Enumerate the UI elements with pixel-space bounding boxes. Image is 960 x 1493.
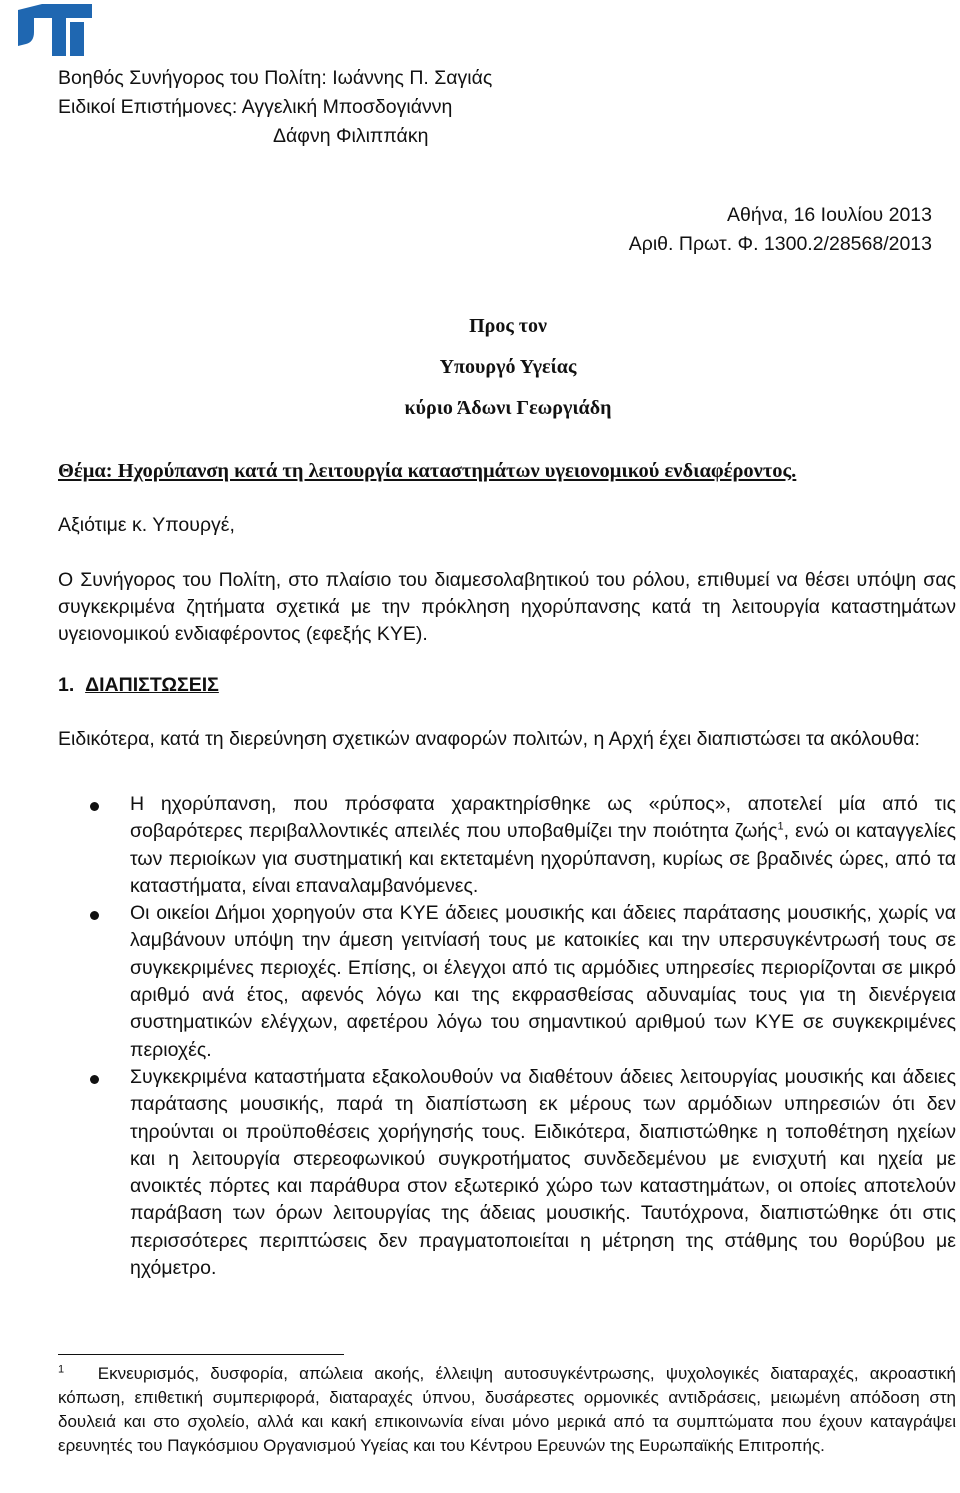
section-title: ΔΙΑΠΙΣΤΩΣΕΙΣ bbox=[85, 674, 219, 696]
findings-intro: Ειδικότερα, κατά τη διερεύνηση σχετικών αναφορών πολιτών, η Αρχή έχει διαπιστώσει τα ακόλουθα: bbox=[58, 728, 920, 750]
bullet-text-cont: , ενώ οι καταγγελίες των περιοίκων για συστηματική και εκτεταμένη ηχορύπανση, κυρίως σε βραδινές ώρες, από τα καταστήματα, είναι επαναλαμβανόμενες. bbox=[130, 820, 956, 897]
sender-specialist-2: Δάφνη Φιλιππάκη bbox=[273, 125, 429, 147]
protocol-number: Αριθ. Πρωτ. Φ. 1300.2/28568/2013 bbox=[628, 233, 932, 255]
bullet-text: Η ηχορύπανση, που πρόσφατα χαρακτηρίσθηκε ως «ρύπος», αποτελεί μία από τις σοβαρότερες περιβαλλοντικές απειλές που υποβαθμίζει την ποιότητα ζωής bbox=[130, 793, 956, 843]
greeting: Αξιότιμε κ. Υπουργέ, bbox=[58, 514, 235, 536]
sender-specialists: Ειδικοί Επιστήμονες: Αγγελική Μποσδογιάννη bbox=[58, 96, 453, 118]
footnote-text: Εκνευρισμός, δυσφορία, απώλεια ακοής, έλλειψη αυτοσυγκέντρωσης, ψυχολογικές διαταραχές, ακροαστική κόπωση, επιθετική συμπεριφορά, διαταραχές ύπνου, δυσάρεστες ορμονικές αντιδράσεις, μειωμένη απόδοση στη δουλειά και στο σχολείο, αλλά και κακή επικοινωνία είναι μόνο μερικά από τα συμπτώματα που έχουν καταγράψει ερευνητές του Παγκόσμιου Οργανισμού Υγείας και του Κέντρου Ερευνών της Ευρωπαϊκής Επιτροπής. bbox=[58, 1364, 956, 1455]
list-item bbox=[58, 1064, 956, 1282]
ombudsman-logo-icon bbox=[4, 2, 92, 58]
footnote bbox=[58, 1362, 956, 1458]
list-item bbox=[58, 900, 956, 1064]
recipient-title: Υπουργό Υγείας bbox=[439, 356, 577, 378]
footnote-ref: 1 bbox=[777, 820, 784, 833]
intro-paragraph: Ο Συνήγορος του Πολίτη, στο πλαίσιο του διαμεσολαβητικού του ρόλου, επιθυμεί να θέσει υπόψη σας συγκεκριμένα ζητήματα σχετικά με την πρόκληση ηχορύπανσης κατά τη λειτουργία καταστημάτων υγειονομικού ενδιαφέροντος (εφεξής ΚΥΕ). bbox=[58, 569, 956, 645]
footnote-divider bbox=[58, 1354, 344, 1355]
letter-meta bbox=[629, 201, 932, 259]
sender-block bbox=[58, 64, 492, 151]
section-heading bbox=[58, 674, 219, 697]
bullet-icon bbox=[90, 911, 99, 920]
recipient-block bbox=[0, 306, 960, 429]
recipient-name: κύριο Άδωνι Γεωργιάδη bbox=[404, 397, 612, 419]
section-number: 1. bbox=[58, 674, 75, 696]
bullet-text: Οι οικείοι Δήμοι χορηγούν στα ΚΥΕ άδειες μουσικής και άδειες παράτασης μουσικής, χωρίς να λαμβάνουν υπόψη την άμεση γειτνίασή τους με κατοικίες και την υπερσυγκέντρωσή τους σε συγκεκριμένες περιοχές. Επίσης, οι έλεγχοι από τις αρμόδιες υπηρεσίες περιορίζονται σε μικρό αριθμό ανά έτος, αφενός λόγω και της εκφρασθείσας αδυναμίας τους για τη διενέργεια συστηματικών ελέγχων, αφετέρου λόγω του σημαντικού αριθμού των ΚΥΕ σε συγκεκριμένες περιοχές. bbox=[130, 902, 956, 1061]
footnote-number: 1 bbox=[58, 1363, 65, 1376]
recipient-to: Προς τον bbox=[469, 315, 547, 337]
list-item bbox=[58, 791, 956, 900]
findings-list bbox=[58, 791, 956, 1282]
bullet-icon bbox=[90, 1075, 99, 1084]
sender-assistant-ombudsman: Βοηθός Συνήγορος του Πολίτη: Ιωάννης Π. Σαγιάς bbox=[58, 67, 493, 89]
bullet-text: Συγκεκριμένα καταστήματα εξακολουθούν να διαθέτουν άδειες λειτουργίας μουσικής και άδειες παράτασης μουσικής, παρά τη διαπίστωση εκ μέρους των αρμόδιων υπηρεσιών ότι δεν τηρούνται οι προϋποθέσεις χορήγησής τους. Ειδικότερα, διαπιστώθηκε η τοποθέτηση ηχείων και η λειτουργία στερεοφωνικού συγκροτήματος συνδεδεμένου με ενισχυτή και ηχεία με ανοικτές πόρτες και παράθυρα στον εξωτερικό χώρο των καταστημάτων, οι οποίες αποτελούν παράβαση των όρων λειτουργίας της άδειας μουσικής. Ταυτόχρονα, διαπιστώθηκε ότι στις περισσότερες περιπτώσεις δεν πραγματοποιείται η μέτρηση της στάθμης του θορύβου με ηχόμετρο. bbox=[130, 1065, 956, 1280]
letter-date: Αθήνα, 16 Ιουλίου 2013 bbox=[727, 204, 932, 226]
bullet-icon bbox=[90, 802, 99, 811]
letter-subject: Θέμα: Ηχορύπανση κατά τη λειτουργία καταστημάτων υγειονομικού ενδιαφέροντος. bbox=[58, 460, 797, 482]
